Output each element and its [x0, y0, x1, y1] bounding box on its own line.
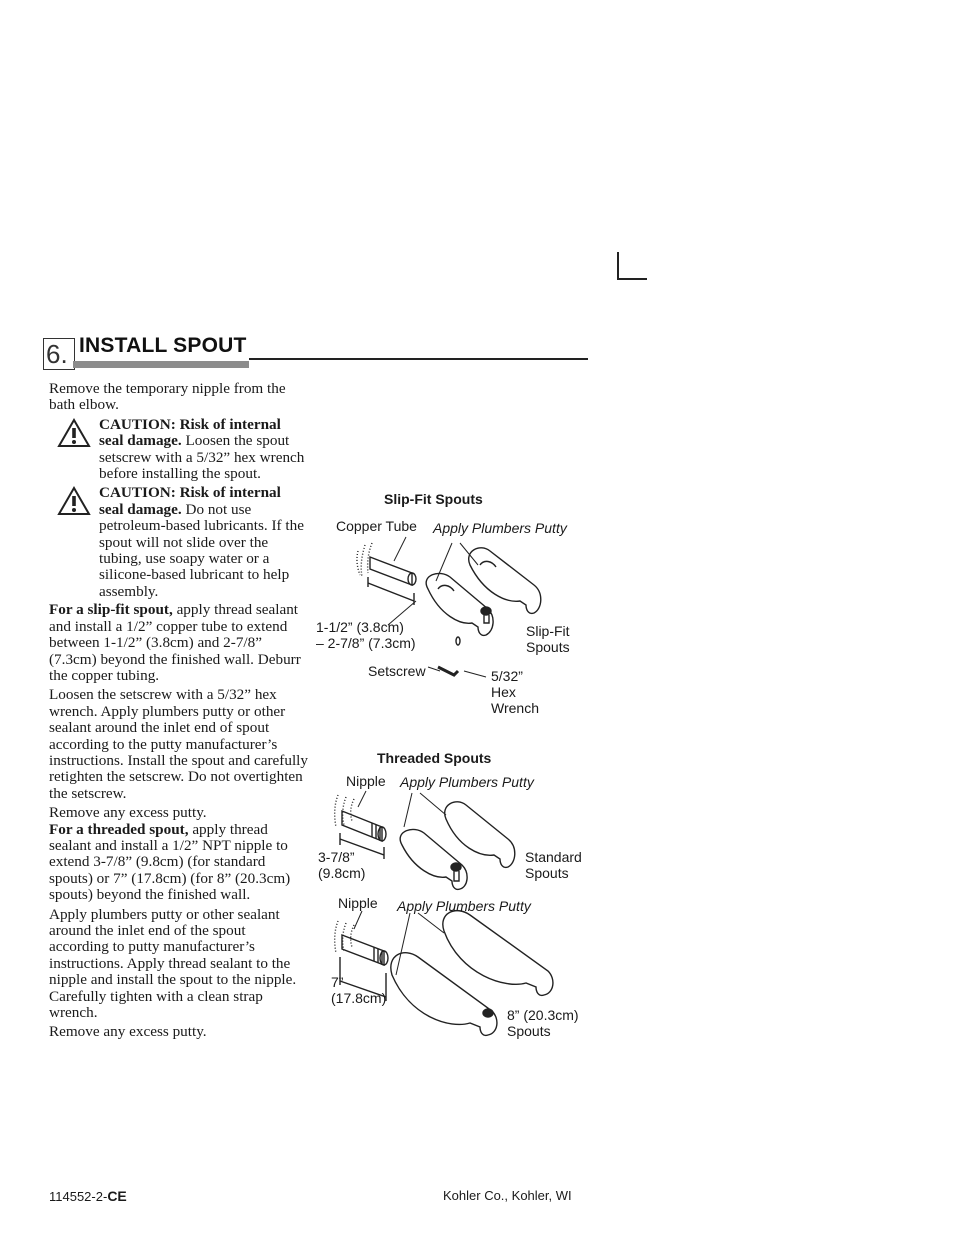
threaded-text: apply thread sealant and install a 1/2” NPT nipple to extend 3-7/8” (9.8cm) (for standard spouts) or 7” (17.8cm) (for 8” (20.3cm) spouts) beyond the finished wall. [49, 820, 291, 904]
slip-fit-spout-front [426, 573, 493, 635]
doc-number: 114552-2- [49, 1189, 108, 1204]
caution-1-title: CAUTION: Risk of internal seal damage. [99, 415, 281, 450]
nipple-label-2: Nipple [338, 895, 378, 911]
caution-1-text: Loosen the spout setscrew with a 5/32” hex wrench before installing the spout. [99, 432, 305, 483]
apply-putty-paragraph: Apply plumbers putty or other sealant around the inlet end of the spout according to putty manufacturer’s instructions. Apply thread sealant to the nipple and install the spout to the nipple. Carefully tighten with a clean strap wrench. [49, 905, 297, 1022]
heading-shadow-bar [73, 361, 249, 368]
warning-icon [57, 486, 91, 516]
doc-suffix: CE [107, 1188, 127, 1204]
threaded-lead: For a threaded spout, [49, 820, 189, 838]
threaded-nipple-long [342, 935, 388, 965]
hex-wrench-part [438, 667, 458, 675]
instructions-column [49, 381, 309, 1041]
std-length-label: 3-7/8” (9.8cm) [318, 849, 366, 881]
slip-leaders [388, 537, 486, 677]
caution-2-text: Do not use petroleum-based lubricants. If the spout will not slide over the tubing, use soapy water or a silicone-based lubricant to help assembly. [99, 500, 304, 600]
heading-rule [249, 358, 588, 360]
eight-inch-spouts-label: 8” (20.3cm) Spouts [507, 1007, 579, 1039]
document-number [49, 1188, 127, 1204]
long-wall-texture [335, 921, 354, 953]
setscrew-label: Setscrew [368, 663, 426, 679]
slip-range-label: 1-1/2” (3.8cm) – 2-7/8” (7.3cm) [316, 619, 416, 651]
eight-inch-spout-back [443, 911, 553, 996]
eight-inch-spout-front [391, 953, 497, 1036]
copper-tube-label: Copper Tube [336, 518, 417, 534]
nipple-label-1: Nipple [346, 773, 386, 789]
copper-tube [370, 557, 416, 585]
caution-block-1 [49, 417, 309, 483]
threaded-title: Threaded Spouts [377, 750, 492, 766]
slipfit-lead: For a slip-fit spout, [49, 601, 173, 619]
apply-putty-label-3: Apply Plumbers Putty [397, 898, 531, 914]
intro-paragraph: Remove the temporary nipple from the bath elbow. [49, 380, 286, 414]
slip-fit-title: Slip-Fit Spouts [384, 491, 483, 507]
standard-spout-back [445, 802, 515, 868]
company-name: Kohler Co., Kohler, WI [443, 1188, 572, 1203]
step-number-box [43, 338, 75, 370]
threaded-std-leaders [358, 791, 446, 827]
long-length-label: 7” (17.8cm) [331, 974, 387, 1006]
standard-spouts-label: Standard Spouts [525, 849, 582, 881]
slipfit-text: apply thread sealant and install a 1/2” copper tube to extend between 1-1/2” (3.8cm) and 2-7/8” (7.3cm) beyond the finished wall. Deburr the copper tubing. [49, 601, 301, 684]
slip-fit-spouts-label: Slip-Fit Spouts [526, 623, 570, 655]
spout-illustration [310, 485, 595, 1065]
setscrew-part [456, 637, 460, 645]
crop-mark [617, 252, 647, 280]
warning-icon [57, 418, 91, 448]
step-number: 6. [46, 339, 68, 369]
caution-2-title: CAUTION: Risk of internal seal damage. [99, 484, 281, 518]
slip-fit-spout-back [469, 548, 541, 614]
apply-putty-label-1: Apply Plumbers Putty [433, 520, 567, 536]
caution-block-2 [49, 485, 309, 600]
dimension-line-slip [368, 577, 414, 605]
loosen-paragraph: Loosen the setscrew with a 5/32” hex wrench. Apply plumbers putty or other sealant around the inlet end of spout according to the putty manufacturer’s instructions. Install the spout and carefully retighten the setscrew. Do not overtighten the setscrew. [49, 686, 308, 802]
section-heading: INSTALL SPOUT [79, 334, 247, 357]
slipfit-paragraph [49, 602, 309, 684]
threaded-wall-texture [335, 795, 354, 827]
threaded-paragraph [49, 822, 309, 904]
apply-putty-label-2: Apply Plumbers Putty [400, 774, 534, 790]
remove-putty-paragraph-2: Remove any excess putty. [49, 1023, 207, 1041]
threaded-nipple-std [342, 811, 386, 841]
hex-wrench-label: 5/32” Hex Wrench [491, 668, 539, 716]
remove-putty-paragraph-1: Remove any excess putty. [49, 804, 207, 822]
